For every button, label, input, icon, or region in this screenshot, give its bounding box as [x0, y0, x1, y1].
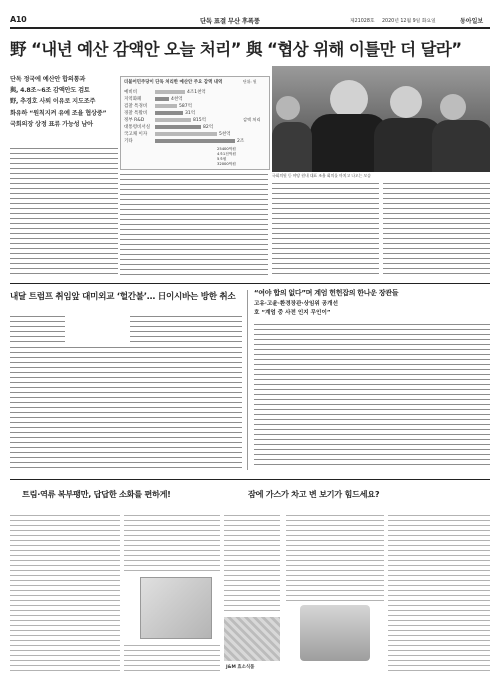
bar-label: 지역화폐	[124, 97, 142, 102]
ad-right-title: 잠에 가스가 차고 변 보기가 힘드세요?	[248, 489, 380, 499]
bar	[155, 97, 169, 102]
subhead: 野, 추경호 사퇴 이유로 지도조주	[10, 98, 96, 106]
lead-body-col-1	[10, 146, 118, 278]
photo-figure	[330, 80, 368, 118]
bar	[155, 125, 201, 130]
chart-title: 더불어민주당이 단독 처리한 예산안 주요 감액 내역	[124, 80, 223, 85]
news-photo	[272, 66, 490, 172]
bar	[155, 132, 217, 137]
page-number: A10	[10, 15, 27, 24]
story-body	[130, 314, 242, 344]
ad-text	[224, 513, 280, 613]
story-headline: 내달 트럼프 취임앞 대미외교 ‘헐간불’… 日이시바는 방한 취소	[10, 292, 236, 302]
bar-value: 31억	[185, 111, 196, 116]
chart-totals	[217, 147, 243, 167]
ad-product-image	[224, 617, 280, 661]
lead-headline: 野 “내년 예산 감액안 오늘 처리” 與 “협상 위해 이틀만 더 달라”	[10, 40, 462, 59]
bar-label: 기타	[124, 139, 133, 144]
ad-text	[124, 643, 220, 673]
photo-caption: 국회의원 등 야당 원내 대표 조율 회의를 마치고 나오는 모습	[272, 173, 371, 178]
bar	[155, 111, 183, 116]
total-value: 4조1천억원	[217, 152, 236, 156]
subhead: 호 “계엄 중 사전 인지 무인이”	[254, 310, 331, 316]
subhead: 與, 4.8조~6조 감액안도 검토	[10, 87, 90, 95]
bar-label: 예비비	[124, 90, 138, 95]
bar-value: 4조1천억	[187, 90, 206, 95]
chart-side-label: 감액 처리	[243, 117, 261, 122]
bar-value: 815억	[193, 118, 206, 123]
bar	[155, 104, 177, 109]
subhead: 국회의장 상정 표류 가능성 남아	[10, 120, 93, 128]
total-value: 32000억원	[217, 162, 236, 166]
total-value: 25400억원	[217, 147, 236, 151]
story-body	[254, 322, 490, 469]
chart-unit: 단위: 원	[243, 79, 257, 84]
ad-left-title: 트림·역류 복부팽만, 답답한 소화를 편하게!	[22, 489, 171, 499]
issue-number: 제21028호	[350, 19, 375, 24]
lead-body-col-4	[383, 181, 490, 278]
ad-text	[286, 513, 384, 601]
story-body	[10, 345, 242, 469]
ad-product-image	[300, 605, 370, 661]
story-headline: “여야 합의 없다”며 계엄 헌헌잡의 한나운 장관들	[254, 289, 399, 297]
photo-figure	[272, 122, 312, 172]
lead-body-col-3	[272, 181, 379, 278]
lead-subheads	[10, 74, 118, 130]
masthead	[10, 15, 490, 25]
ad-text	[388, 513, 490, 673]
ad-product-image	[140, 577, 212, 639]
story-body	[10, 314, 65, 342]
ad-divider	[10, 479, 490, 480]
lead-body-col-2	[120, 172, 268, 278]
ad-brand: J&M 효소식품	[226, 665, 255, 670]
photo-figure	[276, 96, 300, 120]
masthead-rule	[10, 27, 490, 29]
bar-label: 경찰 특활비	[124, 111, 148, 116]
bar-label: 대통령비서실	[124, 125, 151, 130]
bar-value: 4천억	[171, 97, 183, 102]
bar-value: 5천억	[219, 132, 231, 137]
section-divider	[10, 283, 490, 284]
ad-text	[10, 513, 120, 673]
total-value: 5조원	[217, 157, 227, 161]
photo-figure	[390, 86, 422, 118]
bar-label: 정부 R&D	[124, 118, 145, 123]
bar	[155, 118, 191, 123]
advertisement	[10, 483, 490, 683]
bar	[155, 139, 235, 144]
budget-chart	[120, 76, 270, 170]
subhead: 고유·고윤·환경장관·상임위 공개선	[254, 301, 338, 307]
ad-text	[124, 513, 220, 573]
column-divider	[247, 290, 248, 470]
story-subheads	[254, 300, 364, 318]
section-title: 단독 표결 무산 후폭풍	[200, 17, 260, 25]
bar-value: 82억	[203, 125, 214, 130]
photo-figure	[432, 120, 490, 172]
bar-value: 2조	[237, 139, 245, 144]
bar-label: 검찰 특경비	[124, 104, 148, 109]
bar-label: 국고채 이자	[124, 132, 148, 137]
photo-figure	[440, 94, 466, 120]
bar	[155, 90, 185, 95]
subhead: 화유하 “원칙지켜 유예 조율 협상중”	[10, 109, 107, 117]
paper-name: 동아일보	[460, 18, 484, 25]
bar-value: 587억	[179, 104, 192, 109]
subhead: 단독 정국에 예산안 합의통과	[10, 76, 86, 83]
issue-date: 2020년 12월 9일 화요일	[382, 19, 436, 24]
